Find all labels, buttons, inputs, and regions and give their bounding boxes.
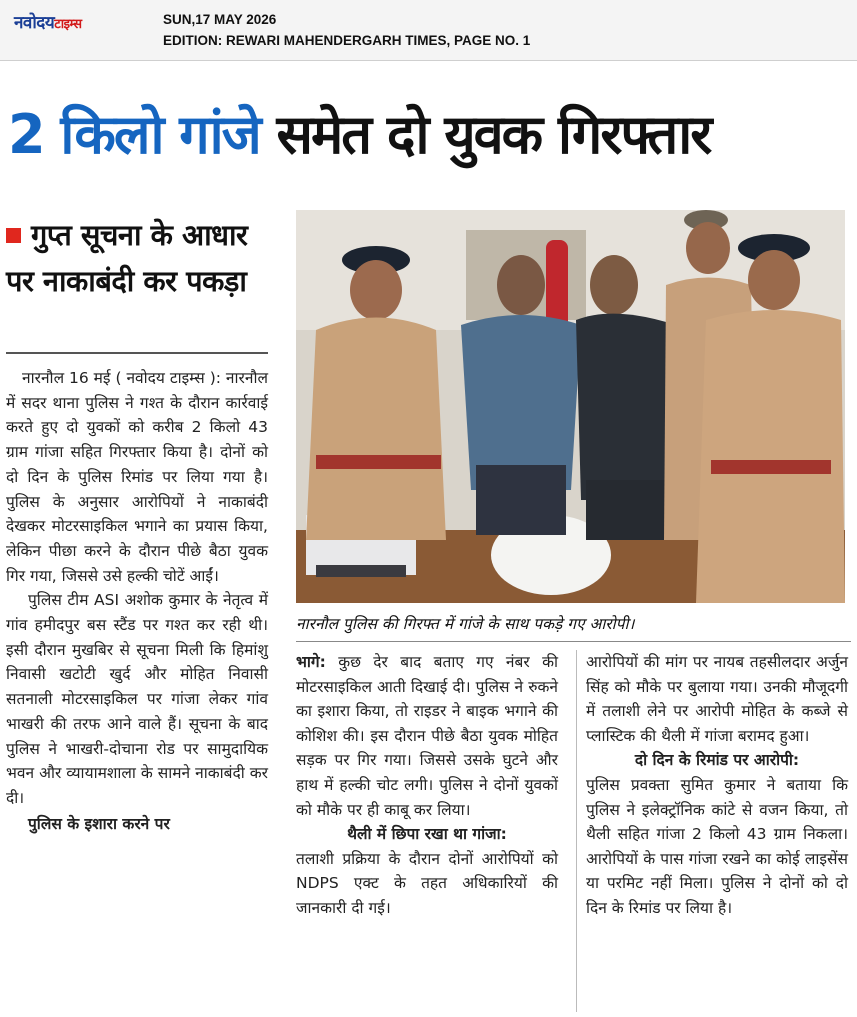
column-divider <box>576 650 577 1012</box>
column-continuation-heading: पुलिस के इशारा करने पर <box>28 814 170 833</box>
article-paragraph: पुलिस टीम ASI अशोक कुमार के नेतृत्व में गांव हमीदपुर बस स्टैंड पर गश्त कर रही थी। इसी दौरान मुखबिर से सूचना मिली कि हिमांशु निवासी खटोटी खुर्द और मोहित निवासी सतनाली मोटरसाइकिल पर गांजा लेकर गांव भाखरी की तरफ आने वाले हैं। सूचना के बाद पुलिस ने भाखरी-दोचाना रोड पर सामुदायिक भवन और व्यायामशाला के सामने नाकाबंदी कर दी। <box>6 591 268 807</box>
section-subhead: दो दिन के रिमांड पर आरोपी: <box>634 751 800 770</box>
news-photo <box>296 210 845 603</box>
section-subhead: थैली में छिपा रखा था गांजा: <box>347 825 507 844</box>
caption-divider <box>296 641 851 642</box>
red-square-bullet-icon <box>6 228 21 243</box>
edition-name: EDITION: REWARI MAHENDERGARH TIMES, PAGE NO. 1 <box>163 33 531 48</box>
article-paragraph: आरोपियों की मांग पर नायब तहसीलदार अर्जुन सिंह को मौके पर बुलाया गया। उनकी मौजूदगी में तलाशी लेने पर आरोपी मोहित के कब्जे से प्लास्टिक की थैली में गांजा बरामद हुआ। <box>586 653 848 745</box>
headline-rest: समेत दो युवक गिरफ्तार <box>276 103 711 166</box>
headline-highlight: 2 किलो गांजे <box>8 103 260 166</box>
article-paragraph: तलाशी प्रक्रिया के दौरान दोनों आरोपियों को NDPS एक्ट के तहत अधिकारियों की जानकारी दी गई। <box>296 849 558 917</box>
article-paragraph: पुलिस प्रवक्ता सुमित कुमार ने बताया कि पुलिस ने इलेक्ट्रॉनिक कांटे से वजन किया, तो थैली सहित गांजा 2 किलो 43 ग्राम निकला। आरोपियों के पास गांजा रखने का कोई लाइसेंस या परमिट नहीं मिला। पुलिस ने दोनों को दो दिन के रिमांड पर लिया है। <box>586 775 848 917</box>
article-column-2 <box>296 650 558 921</box>
divider <box>6 352 268 354</box>
headline <box>8 96 853 174</box>
logo-sub-text: टाइम्स <box>54 17 82 32</box>
newspaper-logo[interactable] <box>14 10 82 33</box>
subheadline-text: गुप्त सूचना के आधार पर नाकाबंदी कर पकड़ा <box>6 218 248 298</box>
article-column-1 <box>6 366 268 836</box>
edition-date: SUN,17 MAY 2026 <box>163 12 277 27</box>
subheadline <box>6 212 268 304</box>
police-and-accused-photo <box>296 210 845 603</box>
article-column-3 <box>586 650 848 921</box>
article-text: कुछ देर बाद बताए गए नंबर की मोटरसाइकिल आती दिखाई दी। पुलिस ने रुकने का इशारा किया, तो राइडर ने बाइक भगाने की कोशिश की। इस दौरान पीछे बैठा युवक मोहित सड़क पर गिर गया। जिससे उसके घुटने और हाथ में हल्की चोट लगी। पुलिस ने दोनों युवकों को मौके पर ही काबू कर लिया। <box>296 653 558 819</box>
lead-in-bold: भागे: <box>296 653 326 671</box>
article-paragraph: नारनौल 16 मई ( नवोदय टाइम्स ): नारनौल में सदर थाना पुलिस ने गश्त के दौरान कार्रवाई करते हुए दो युवकों को करीब 2 किलो 43 ग्राम गांजा सहित गिरफ्तार किया है। दोनों को दो दिन के पुलिस रिमांड पर लिया गया है। पुलिस के अनुसार आरोपियों ने नाकाबंदी देखकर मोटरसाइकिल भगाने का प्रयास किया, लेकिन पीछा करने के दौरान पीछे बैठा युवक गिर गया, जिससे उसे हल्की चोटें आईं। <box>6 369 268 585</box>
article-paragraph <box>296 650 558 822</box>
photo-caption: नारनौल पुलिस की गिरफ्त में गांजे के साथ पकड़े गए आरोपी। <box>296 615 635 633</box>
edition-header <box>0 0 857 61</box>
edition-meta <box>163 9 530 51</box>
logo-main-text: नवोदय <box>14 13 55 33</box>
